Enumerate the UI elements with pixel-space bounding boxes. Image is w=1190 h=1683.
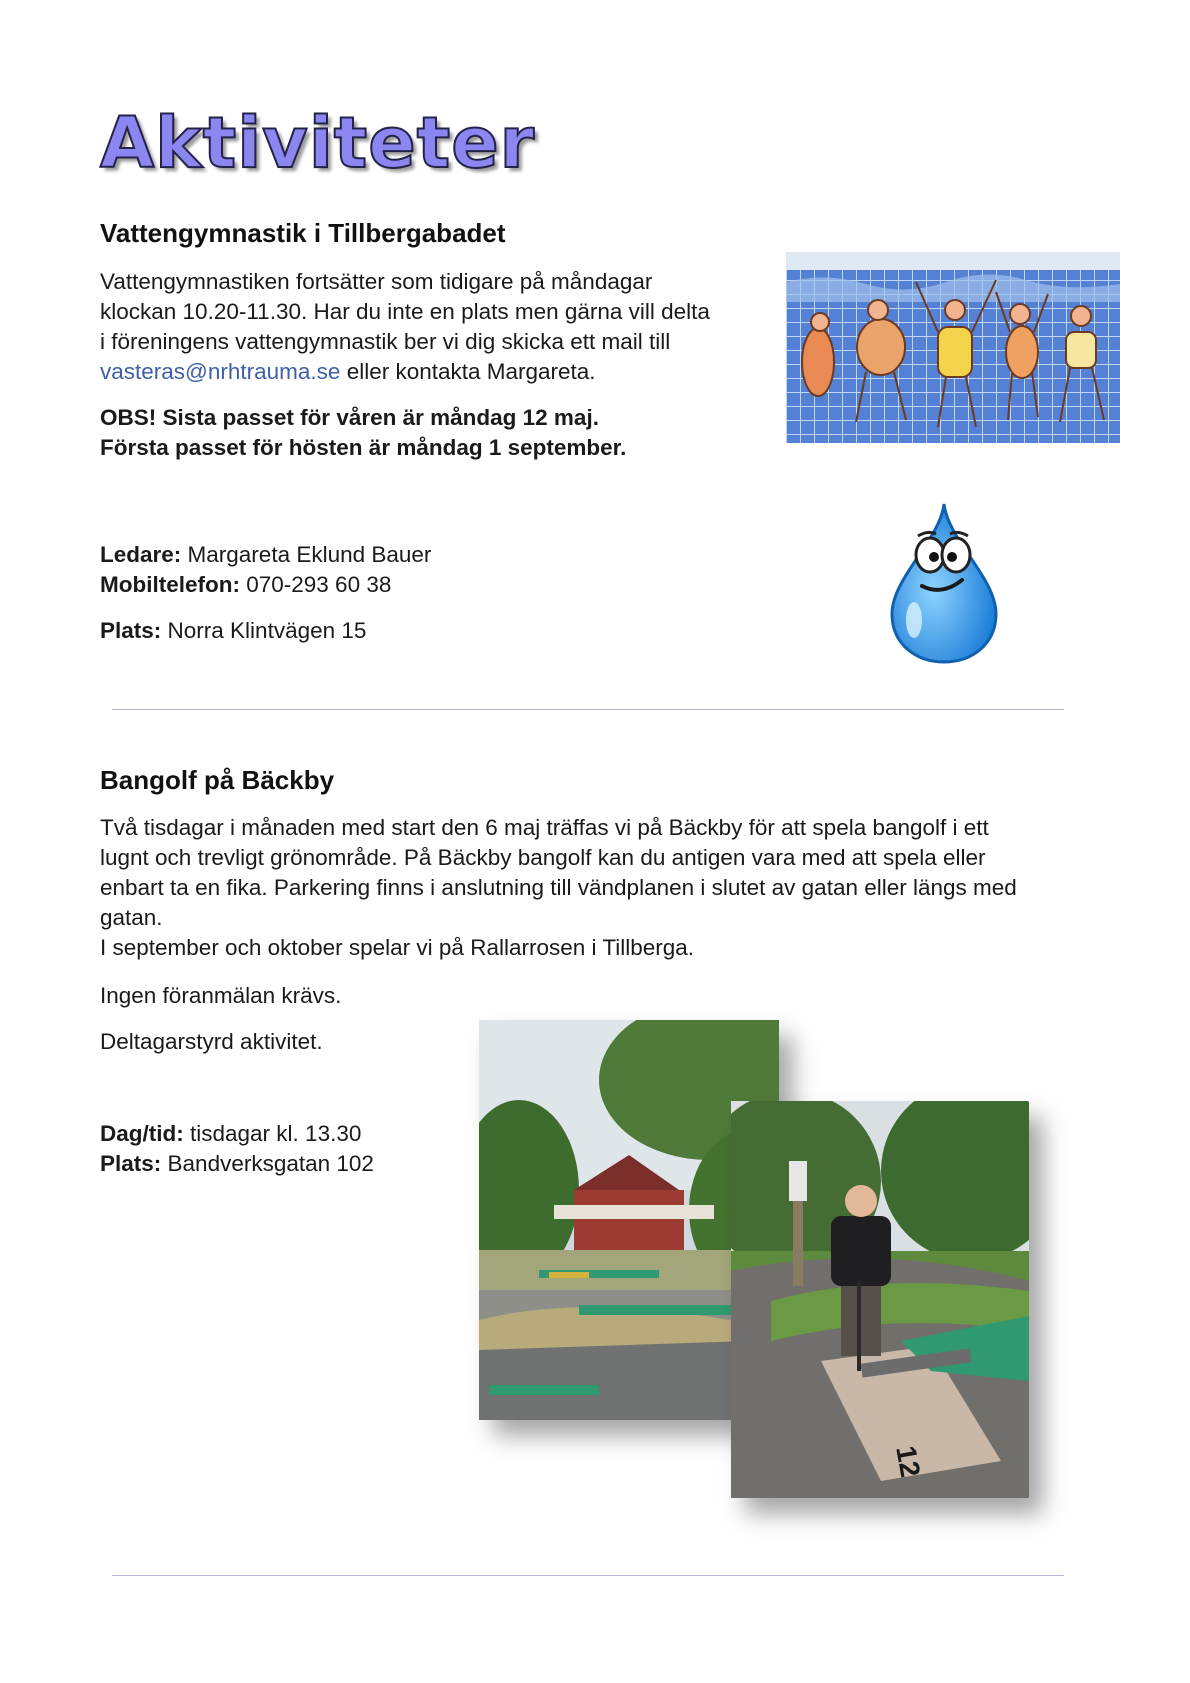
page-title: Aktiviteter: [100, 102, 536, 184]
description-line: gatan.: [100, 905, 163, 930]
phone-value: 070-293 60 38: [239, 572, 392, 597]
intro-line: Vattengymnastiken fortsätter som tidigare på måndagar: [100, 269, 653, 294]
intro-line-end: eller kontakta Margareta.: [340, 359, 596, 384]
description-line: I september och oktober spelar vi på Rallarrosen i Tillberga.: [100, 935, 695, 960]
water-gymnastics-intro: [100, 267, 780, 387]
notice-first-session: Första passet för hösten är måndag 1 september.: [100, 435, 627, 460]
day-value: tisdagar kl. 13.30: [183, 1121, 362, 1146]
leader-info: [100, 540, 431, 600]
description-line: enbart ta en fika. Parkering finns i anslutning till vändplanen i slutet av gatan eller längs med: [100, 875, 1017, 900]
participant-led-note: Deltagarstyrd aktivitet.: [100, 1029, 323, 1054]
no-registration-note: Ingen föranmälan krävs.: [100, 983, 342, 1008]
minigolf-description: [100, 813, 1100, 963]
place-value: Bandverksgatan 102: [161, 1151, 374, 1176]
section-heading-water-gymnastics: Vattengymnastik i Tillbergabadet: [100, 218, 506, 248]
leader-value: Margareta Eklund Bauer: [181, 542, 432, 567]
minigolf-player-photo: [731, 1101, 1029, 1498]
section-divider: [112, 1575, 1064, 1576]
place-info: [100, 616, 366, 646]
place-label: Plats:: [100, 618, 162, 643]
day-label: Dag/tid:: [100, 1121, 184, 1146]
hole-number: 12: [890, 1443, 927, 1480]
schedule-info: [100, 1119, 374, 1179]
section-heading-minigolf: Bangolf på Bäckby: [100, 765, 335, 795]
phone-label: Mobiltelefon:: [100, 572, 240, 597]
place-value: Norra Klintvägen 15: [161, 618, 367, 643]
intro-line: klockan 10.20-11.30. Har du inte en plats men gärna vill delta: [100, 299, 710, 324]
section-divider: [112, 709, 1064, 710]
water-drop-illustration: [880, 500, 1008, 665]
season-notice: [100, 403, 626, 463]
swimmers-illustration: [786, 252, 1120, 443]
description-line: Två tisdagar i månaden med start den 6 maj träffas vi på Bäckby för att spela bangolf i ett: [100, 815, 989, 840]
description-line: lugnt och trevligt grönområde. På Bäckby bangolf kan du antigen vara med att spela eller: [100, 845, 986, 870]
place-label: Plats:: [100, 1151, 162, 1176]
leader-label: Ledare:: [100, 542, 182, 567]
notice-last-session: OBS! Sista passet för våren är måndag 12 maj.: [100, 405, 599, 430]
intro-line: i föreningens vattengymnastik ber vi dig skicka ett mail till: [100, 329, 671, 354]
email-link[interactable]: vasteras@nrhtrauma.se: [100, 359, 341, 384]
